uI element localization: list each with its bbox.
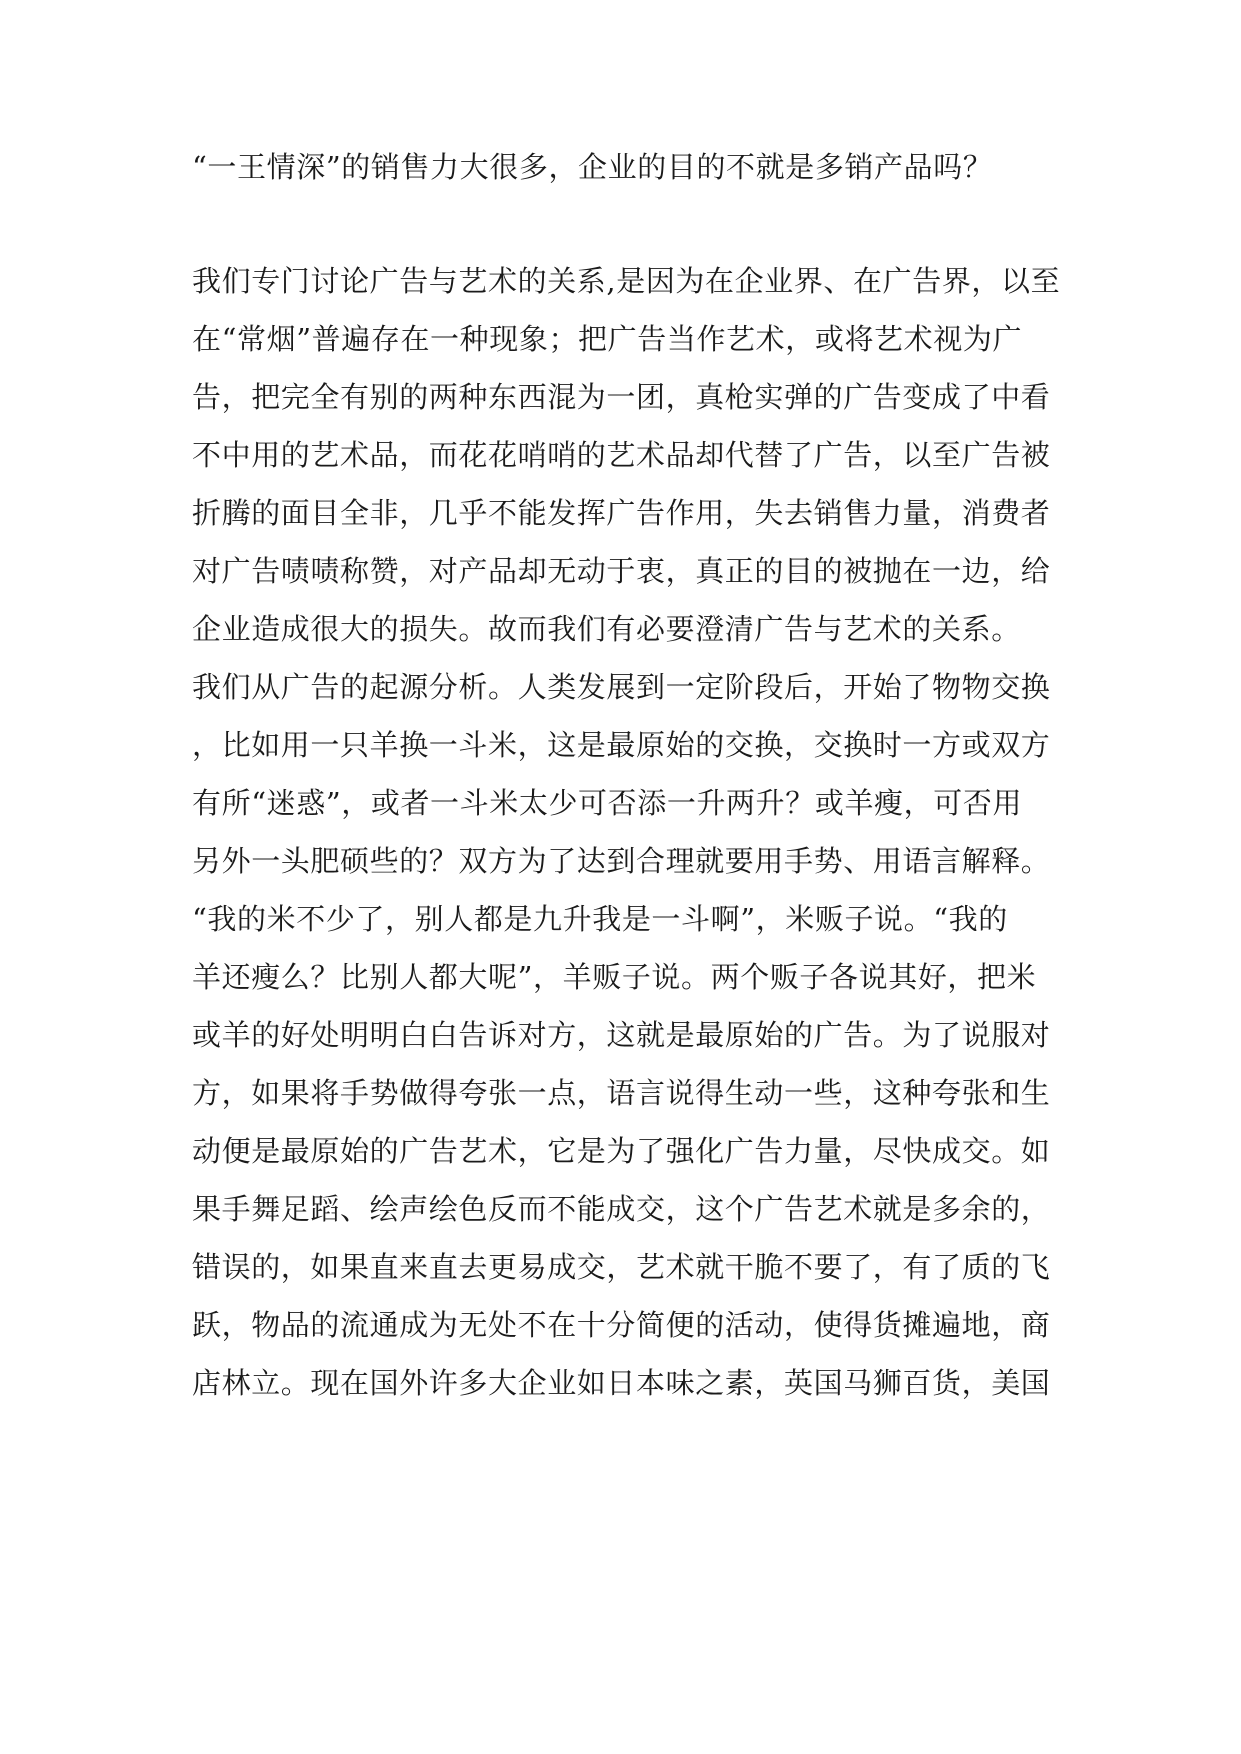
intro-sentence: “一王情深”的销售力大很多，企业的目的不就是多销产品吗？ (192, 150, 993, 184)
paragraph-line: 有所“迷惑”，或者一斗米太少可否添一升两升？或羊瘦，可否用 (192, 786, 1023, 820)
paragraph-line: 果手舞足蹈、绘声绘色反而不能成交，这个广告艺术就是多余的， (192, 1192, 1051, 1226)
paragraph-line: 羊还瘦么？比别人都大呢”，羊贩子说。两个贩子各说其好，把米 (192, 960, 1037, 994)
paragraph-line: 错误的，如果直来直去更易成交，艺术就干脆不要了，有了质的飞 (192, 1250, 1051, 1284)
paragraph-line: 方，如果将手势做得夸张一点，语言说得生动一些，这种夸张和生 (192, 1076, 1051, 1110)
paragraph-line: 另外一头肥硕些的？双方为了达到合理就要用手势、用语言解释。 (192, 844, 1051, 878)
paragraph-line: 对广告啧啧称赞，对产品却无动于衷，真正的目的被抛在一边，给 (192, 554, 1051, 588)
paragraph-line: 告，把完全有别的两种东西混为一团，真枪实弹的广告变成了中看 (192, 380, 1051, 414)
paragraph-line: 企业造成很大的损失。故而我们有必要澄清广告与艺术的关系。 (192, 612, 1021, 646)
paragraph-line: “我的米不少了，别人都是九升我是一斗啊”，米贩子说。“我的 (192, 902, 1008, 936)
paragraph-line: 我们专门讨论广告与艺术的关系,是因为在企业界、在广告界，以至 (192, 264, 1061, 298)
paragraph-line: 在“常烟”普遍存在一种现象；把广告当作艺术，或将艺术视为广 (192, 322, 1023, 356)
paragraph-line: 跃，物品的流通成为无处不在十分简便的活动，使得货摊遍地，商 (192, 1308, 1051, 1342)
paragraph-line: 折腾的面目全非，几乎不能发挥广告作用，失去销售力量，消费者 (192, 496, 1051, 530)
paragraph-line: 店林立。现在国外许多大企业如日本味之素，英国马狮百货，美国 (192, 1366, 1051, 1400)
paragraph-line: 不中用的艺术品，而花花哨哨的艺术品却代替了广告，以至广告被 (192, 438, 1051, 472)
paragraph-line: 或羊的好处明明白白告诉对方，这就是最原始的广告。为了说服对 (192, 1018, 1051, 1052)
paragraph-line: 我们从广告的起源分析。人类发展到一定阶段后，开始了物物交换 (192, 670, 1051, 704)
paragraph-line: 动便是最原始的广告艺术，它是为了强化广告力量，尽快成交。如 (192, 1134, 1051, 1168)
paragraph-line: ，比如用一只羊换一斗米，这是最原始的交换，交换时一方或双方 (192, 728, 1051, 762)
